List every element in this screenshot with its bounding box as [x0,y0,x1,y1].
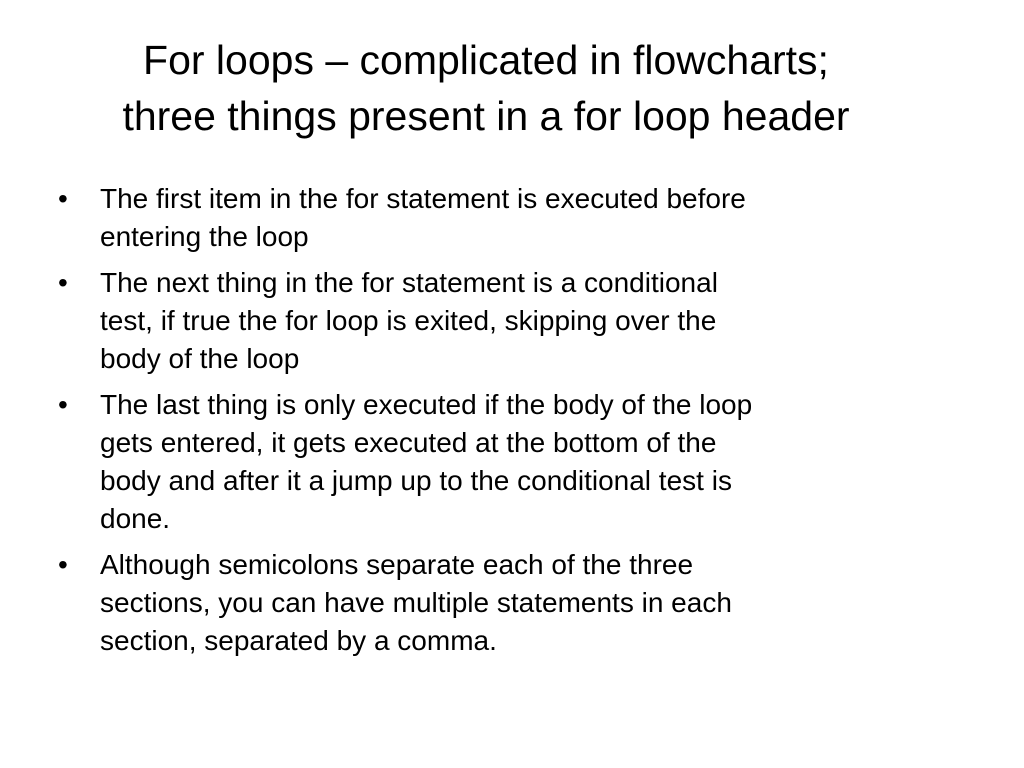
bullet-line: body of the loop [100,343,300,374]
slide-title-line-1: For loops – complicated in flowcharts; [143,37,829,83]
bullet-text [100,180,936,256]
bullet-line: test, if true the for loop is exited, skipping over the [100,305,717,336]
bullet-line: The last thing is only executed if the body of the loop [100,389,753,420]
bullet-item-1 [56,180,936,256]
bullet-marker: • [58,267,68,298]
bullet-line: The first item in the for statement is executed before [100,183,746,214]
bullet-line: section, separated by a comma. [100,625,497,656]
bullet-line: done. [100,503,171,534]
bullet-line: The next thing in the for statement is a conditional [100,267,718,298]
bullet-item-3 [56,386,936,538]
bullet-text [100,264,936,378]
bullet-marker: • [58,549,68,580]
bullet-line: sections, you can have multiple statements in each [100,587,732,618]
bullet-list [56,180,936,668]
bullet-marker: • [58,183,68,214]
bullet-line: gets entered, it gets executed at the bottom of the [100,427,717,458]
bullet-marker: • [58,389,68,420]
slide-title-line-2: three things present in a for loop header [122,93,850,139]
bullet-text [100,546,936,660]
bullet-text [100,386,936,538]
bullet-item-4 [56,546,936,660]
bullet-item-2 [56,264,936,378]
bullet-line: body and after it a jump up to the conditional test is [100,465,732,496]
bullet-line: entering the loop [100,221,309,252]
slide-title [0,32,972,144]
bullet-line: Although semicolons separate each of the three [100,549,694,580]
